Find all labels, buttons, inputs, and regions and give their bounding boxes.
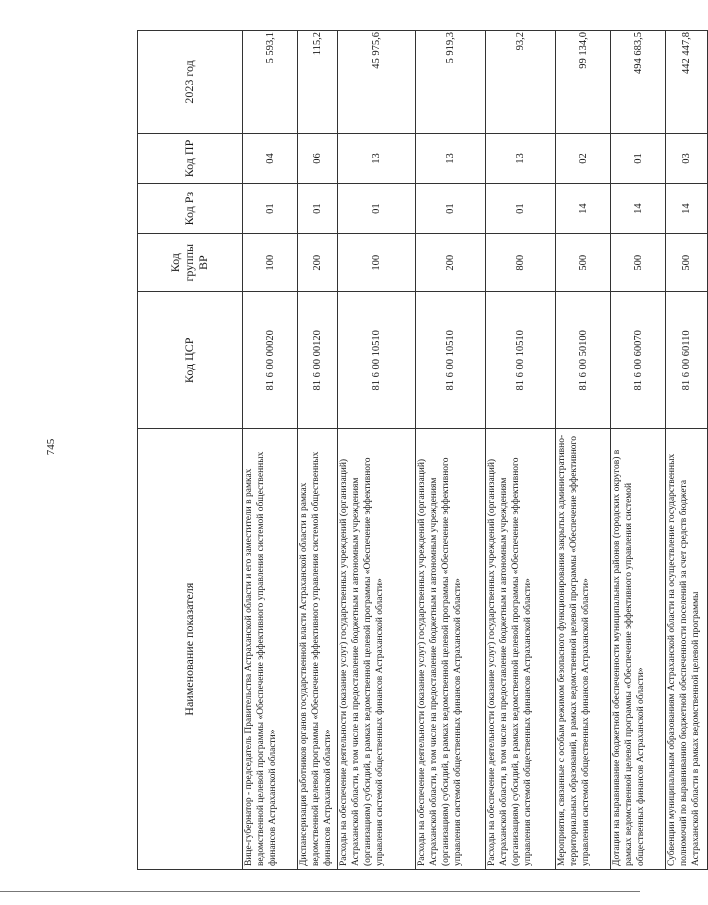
row-amount: 5 919,3 bbox=[416, 31, 486, 134]
row-csr: 81 6 00 50100 bbox=[556, 292, 611, 429]
header-csr: Код ЦСР bbox=[138, 292, 243, 429]
row-pr: 13 bbox=[416, 133, 486, 183]
row-amount: 5 593,1 bbox=[243, 31, 298, 134]
row-amount: 442 447,8 bbox=[666, 31, 708, 134]
row-vr: 100 bbox=[338, 234, 416, 292]
row-name: Диспансеризация работников органов государственной власти Астраханской области в рамках ведомственной целевой программы «Обеспечение эффективного управления системой общественных финансов Астраханской области» bbox=[298, 429, 338, 870]
header-rz: Код Рз bbox=[138, 184, 243, 234]
table-row bbox=[243, 31, 298, 870]
row-pr: 02 bbox=[556, 133, 611, 183]
row-vr: 500 bbox=[611, 234, 666, 292]
row-pr: 13 bbox=[486, 133, 556, 183]
row-csr: 81 6 00 00020 bbox=[243, 292, 298, 429]
header-name: Наименование показателя bbox=[138, 429, 243, 870]
rotated-table-container bbox=[137, 30, 701, 870]
row-rz: 01 bbox=[338, 184, 416, 234]
row-csr: 81 6 00 60070 bbox=[611, 292, 666, 429]
row-rz: 01 bbox=[298, 184, 338, 234]
row-csr: 81 6 00 10510 bbox=[486, 292, 556, 429]
table-row bbox=[486, 31, 556, 870]
row-rz: 01 bbox=[486, 184, 556, 234]
row-name: Расходы на обеспечение деятельности (оказание услуг) государственных учреждений (организаций) Астраханской области, в том числе на предоставление бюджетным и автономным учреждениям (организациям) субсидий, в рамках ведомственной целевой программы «Обеспечение эффективного управления системой общественных финансов Астраханской области» bbox=[338, 429, 416, 870]
row-name: Субвенции муниципальным образованиям Астраханской области на осуществление государственных полномочий по выравниванию бюджетной обеспеченности поселений за счет средств бюджета Астраханской области в рамках ведомственной целевой программы bbox=[666, 429, 708, 870]
table-row bbox=[416, 31, 486, 870]
row-pr: 04 bbox=[243, 133, 298, 183]
row-rz: 01 bbox=[243, 184, 298, 234]
table-row bbox=[338, 31, 416, 870]
header-vr: Код группы ВР bbox=[138, 234, 243, 292]
row-vr: 800 bbox=[486, 234, 556, 292]
row-pr: 13 bbox=[338, 133, 416, 183]
row-csr: 81 6 00 10510 bbox=[338, 292, 416, 429]
row-vr: 500 bbox=[666, 234, 708, 292]
row-amount: 494 683,5 bbox=[611, 31, 666, 134]
budget-table bbox=[137, 30, 708, 870]
row-vr: 100 bbox=[243, 234, 298, 292]
row-name: Вице-губернатор - председатель Правительства Астраханской области и его заместители в рамках ведомственной целевой программы «Обеспечение эффективного управления системой общественных финансов Астраханской области» bbox=[243, 429, 298, 870]
header-pr: Код ПР bbox=[138, 133, 243, 183]
row-csr: 81 6 00 60110 bbox=[666, 292, 708, 429]
row-name: Расходы на обеспечение деятельности (оказание услуг) государственных учреждений (организаций) Астраханской области, в том числе на предоставление бюджетным и автономным учреждениям (организациям) субсидий, в рамках ведомственной целевой программы «Обеспечение эффективного управления системой общественных финансов Астраханской области» bbox=[416, 429, 486, 870]
row-name: Расходы на обеспечение деятельности (оказание услуг) государственных учреждений (организаций) Астраханской области, в том числе на предоставление бюджетным и автономным учреждениям (организациям) субсидий, в рамках ведомственной целевой программы «Обеспечение эффективного управления системой общественных финансов Астраханской области» bbox=[486, 429, 556, 870]
row-vr: 200 bbox=[298, 234, 338, 292]
table-row bbox=[298, 31, 338, 870]
page-number: 745 bbox=[45, 438, 57, 456]
row-vr: 500 bbox=[556, 234, 611, 292]
table-row bbox=[556, 31, 611, 870]
row-csr: 81 6 00 00120 bbox=[298, 292, 338, 429]
row-pr: 06 bbox=[298, 133, 338, 183]
scan-edge-line bbox=[0, 891, 640, 892]
row-csr: 81 6 00 10510 bbox=[416, 292, 486, 429]
row-rz: 14 bbox=[611, 184, 666, 234]
row-amount: 99 134,0 bbox=[556, 31, 611, 134]
table-header-row bbox=[138, 31, 243, 870]
row-rz: 01 bbox=[416, 184, 486, 234]
row-rz: 14 bbox=[666, 184, 708, 234]
row-amount: 93,2 bbox=[486, 31, 556, 134]
row-rz: 14 bbox=[556, 184, 611, 234]
row-name: Мероприятия, связанные с особым режимом безопасного функционирования закрытых административно-территориальных образований, в рамках ведомственной целевой программы «Обеспечение эффективного управления системой общественных финансов Астраханской области» bbox=[556, 429, 611, 870]
row-pr: 03 bbox=[666, 133, 708, 183]
row-name: Дотации на выравнивание бюджетной обеспеченности муниципальных районов (городских округов) в рамках ведомственной целевой программы «Обеспечение эффективного управления системой общественных финансов Астраханской области» bbox=[611, 429, 666, 870]
row-amount: 45 975,6 bbox=[338, 31, 416, 134]
table-row bbox=[611, 31, 666, 870]
header-year: 2023 год bbox=[138, 31, 243, 134]
row-amount: 115,2 bbox=[298, 31, 338, 134]
table-row bbox=[666, 31, 708, 870]
row-pr: 01 bbox=[611, 133, 666, 183]
row-vr: 200 bbox=[416, 234, 486, 292]
